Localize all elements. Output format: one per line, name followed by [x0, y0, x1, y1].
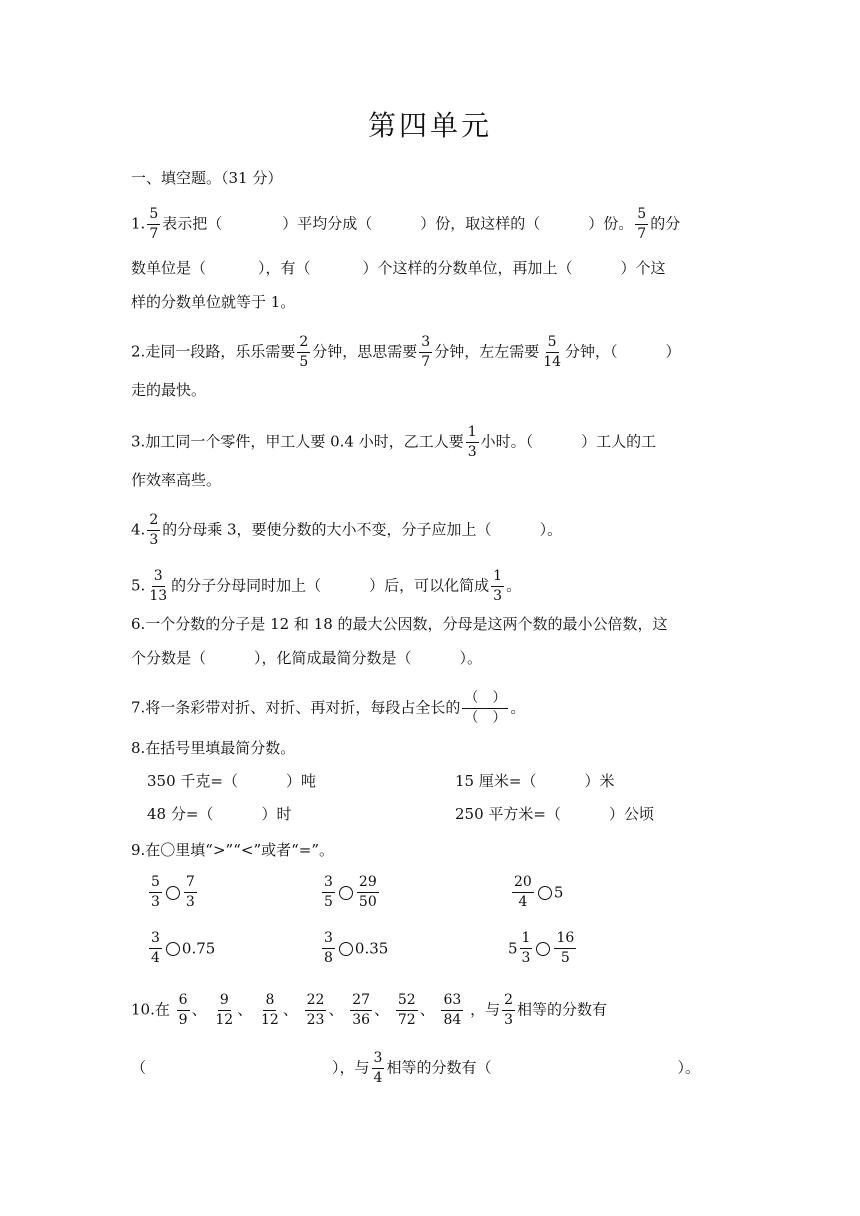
- fraction: $\frac{3}{4}$: [373, 1050, 383, 1086]
- question-3-line-1: 3.加工同一个零件，甲工人要 0.4 小时，乙工人要 $\frac{1}{3}$ 小时。（ ）工人的工: [131, 424, 657, 460]
- fraction: $\frac{29}{50}$: [358, 874, 377, 910]
- question-8-title: 8.在括号里填最简分数。: [131, 739, 296, 757]
- fraction: $\frac{3}{13}$: [149, 568, 168, 604]
- fraction: $\frac{63}{84}$: [443, 992, 462, 1028]
- question-10-line-2: （ ），与 $\frac{3}{4}$ 相等的分数有（ ）。: [131, 1050, 700, 1086]
- fraction: $\frac{3}{4}$: [151, 930, 160, 966]
- question-8a: 350 千克=（ ）吨: [147, 772, 316, 790]
- question-10-line-1: 10.在 $\frac{6}{9}$ 、 $\frac{9}{12}$ 、 $\frac{8}{12}$ 、 $\frac{22}{23}$ 、 $\frac{27}{36}$ 、 $\frac{52}{72}$ 、 $\frac{63}{84}$ ，与 $\frac{2}{3}$ 相等的分数有: [131, 992, 608, 1028]
- question-2-line-1: 2.走同一段路，乐乐需要 $\frac{2}{5}$ 分钟，思思需要 $\frac{3}{7}$ 分钟，左左需要 $\frac{5}{14}$ 分钟，（ ）: [131, 334, 681, 370]
- fraction: $\frac{3}{7}$: [421, 334, 431, 370]
- fraction-answer-box[interactable]: （ ） （ ）: [464, 690, 507, 726]
- question-1-line-3: 样的分数单位就等于 1。: [131, 293, 296, 311]
- question-9-title: 9.在〇里填“>”“<”或者“=”。: [131, 841, 335, 859]
- fraction: $\frac{3}{5}$: [324, 874, 333, 910]
- fraction: $\frac{1}{3}$: [467, 424, 477, 460]
- question-5: 5. $\frac{3}{13}$ 的分子分母同时加上（ ）后，可以化简成 $\frac{1}{3}$ 。: [131, 568, 522, 604]
- page-title: 第四单元: [367, 109, 492, 142]
- question-8b: 15 厘米=（ ）米: [455, 772, 615, 790]
- fraction: $\frac{1}{3}$: [493, 568, 503, 604]
- question-8d: 250 平方米=（ ）公顷: [455, 805, 654, 823]
- question-7: 7.将一条彩带对折、对折、再对折，每段占全长的 （ ） （ ） 。: [131, 690, 526, 726]
- compare-circle[interactable]: [538, 886, 552, 900]
- fraction: $\frac{5}{3}$: [151, 874, 160, 910]
- fraction: $\frac{3}{8}$: [324, 930, 333, 966]
- fraction: $\frac{5}{7}$: [149, 206, 159, 242]
- compare-item: $\frac{3}{4}$ 0.75: [151, 930, 216, 966]
- question-4: 4. $\frac{2}{3}$ 的分母乘 3，要使分数的大小不变，分子应加上（ ）。: [131, 512, 563, 548]
- compare-item: $\frac{3}{8}$ 0.35: [324, 930, 389, 966]
- fraction: $\frac{27}{36}$: [352, 992, 371, 1028]
- fraction: $\frac{1}{3}$: [521, 930, 531, 966]
- fraction: $\frac{52}{72}$: [397, 992, 416, 1028]
- compare-circle[interactable]: [166, 942, 180, 956]
- fraction: $\frac{5}{14}$: [543, 334, 562, 370]
- question-1-line-2: 数单位是（ ），有（ ）个这样的分数单位，再加上（ ）个这: [131, 259, 666, 277]
- fraction: $\frac{7}{3}$: [185, 874, 195, 910]
- compare-item: [320, 874, 381, 911]
- question-2-line-2: 走的最快。: [131, 381, 207, 399]
- compare-item: [147, 874, 199, 911]
- compare-item: $\frac{20}{4}$ 5: [514, 874, 564, 910]
- fraction: $\frac{8}{12}$: [260, 992, 279, 1028]
- section-heading: 一、填空题。（31 分）: [131, 169, 283, 187]
- fraction: $\frac{22}{23}$: [306, 992, 325, 1028]
- question-8c: 48 分=（ ）时: [147, 805, 292, 823]
- compare-item: 5 $\frac{1}{3}$ $\frac{16}{5}$: [508, 930, 575, 966]
- fraction: $\frac{6}{9}$: [178, 992, 188, 1028]
- question-6-line-1: 6.一个分数的分子是 12 和 18 的最大公因数，分母是这两个数的最小公倍数，这: [131, 615, 668, 633]
- fraction: $\frac{20}{4}$: [514, 874, 532, 910]
- question-6-line-2: 个分数是（ ），化简成最简分数是（ ）。: [131, 649, 483, 667]
- fraction: $\frac{2}{3}$: [149, 512, 159, 548]
- question-1-line-1: 1. $\frac{5}{7}$ 表示把（ ）平均分成（ ）份，取这样的（ ）份。 $\frac{5}{7}$ 的分: [131, 206, 681, 242]
- compare-circle[interactable]: [339, 886, 353, 900]
- fraction: $\frac{2}{5}$: [299, 334, 309, 370]
- compare-circle[interactable]: [166, 886, 180, 900]
- fraction: $\frac{2}{3}$: [504, 992, 514, 1028]
- fraction: $\frac{9}{12}$: [215, 992, 234, 1028]
- compare-circle[interactable]: [536, 942, 550, 956]
- compare-circle[interactable]: [339, 942, 353, 956]
- fraction: $\frac{16}{5}$: [556, 930, 575, 966]
- question-3-line-2: 作效率高些。: [131, 471, 222, 489]
- fraction: $\frac{5}{7}$: [637, 206, 647, 242]
